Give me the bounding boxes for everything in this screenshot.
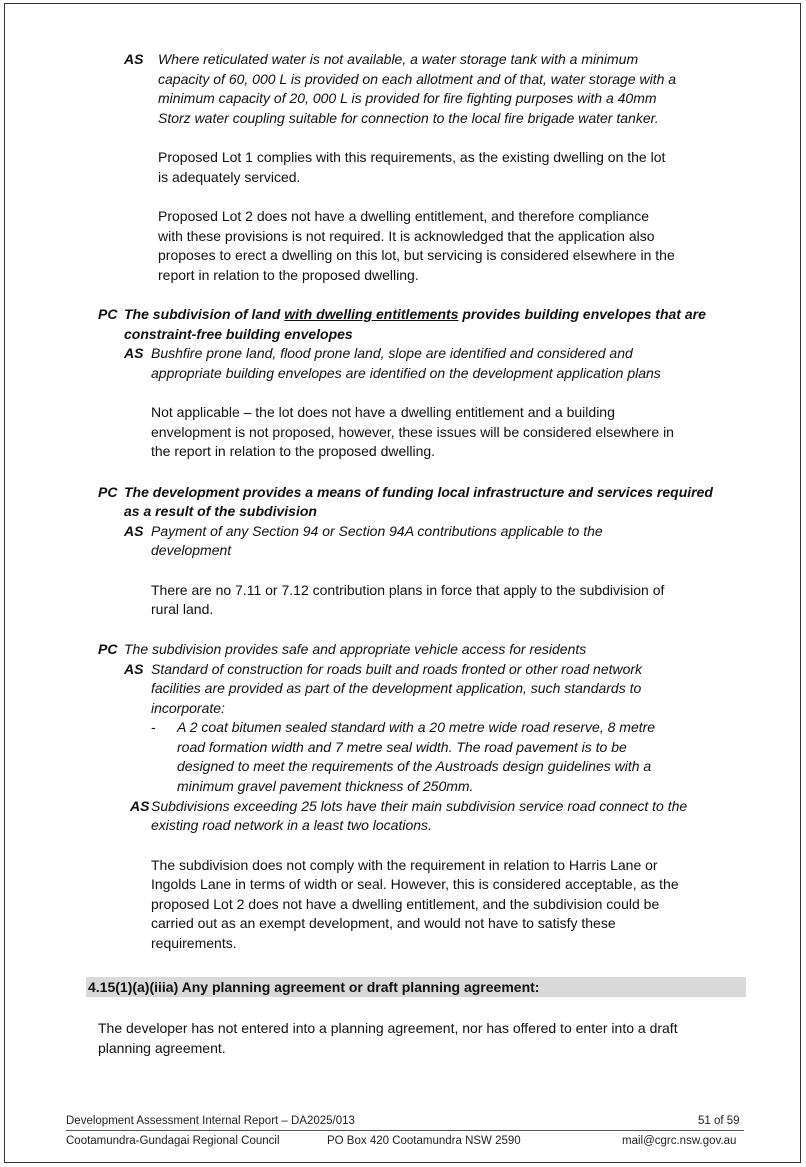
pc-label: PC (98, 306, 118, 322)
response-line: Ingolds Lane in terms of width or seal. However, this is considered acceptable, as the (151, 876, 679, 892)
as-text-line: development (151, 542, 232, 558)
as-text-line: minimum capacity of 20, 000 L is provided for fire fighting purposes with a 40mm (158, 90, 657, 106)
pc-text-line: The development provides a means of funding local infrastructure and services required (124, 484, 713, 500)
bullet-text-line: minimum gravel pavement thickness of 250mm. (177, 778, 474, 794)
response-line: the report in relation to the proposed dwelling. (151, 443, 436, 459)
as-text-line: incorporate: (151, 700, 225, 716)
response-line: Proposed Lot 2 does not have a dwelling entitlement, and therefore compliance (158, 208, 650, 224)
pc-text-post: provides building envelopes that are (458, 306, 706, 322)
as-text-line: facilities are provided as part of the development application, such standards to (151, 680, 642, 696)
bullet-text-line: road formation width and 7 metre seal width. The road pavement is to be (177, 739, 627, 755)
footer-email: mail@cgrc.nsw.gov.au (622, 1135, 737, 1147)
section-heading: 4.15(1)(a)(iiia) Any planning agreement or draft planning agreement: (88, 979, 540, 995)
as-label: AS (124, 661, 144, 677)
response-line: envelopment is not proposed, however, these issues will be considered elsewhere in (151, 424, 674, 440)
pc-label: PC (98, 484, 118, 500)
pc-text-line: The subdivision provides safe and appropriate vehicle access for residents (124, 641, 587, 657)
response-line: carried out as an exempt development, and would not have to satisfy these (151, 915, 616, 931)
bullet-text-line: designed to meet the requirements of the Austroads design guidelines with a (177, 758, 652, 774)
as-label: AS (124, 523, 144, 539)
footer-report-title: Development Assessment Internal Report – DA2025/013 (66, 1115, 355, 1127)
footer-council: Cootamundra-Gundagai Regional Council (66, 1135, 280, 1147)
footer-rule (66, 1130, 744, 1131)
section-body-line: planning agreement. (98, 1040, 226, 1056)
as-label: AS (124, 345, 144, 361)
bullet-marker: - (151, 719, 156, 735)
response-line: requirements. (151, 935, 237, 951)
as-text-line: capacity of 60, 000 L is provided on each allotment and of that, water storage with a (158, 71, 677, 87)
response-line: Proposed Lot 1 complies with this requirements, as the existing dwelling on the lot (158, 149, 666, 165)
as-text-line: Standard of construction for roads built and roads fronted or other road network (151, 661, 643, 677)
bullet-text-line: A 2 coat bitumen sealed standard with a 20 metre wide road reserve, 8 metre (177, 719, 656, 735)
as-label: AS (124, 51, 144, 67)
response-line: is adequately serviced. (158, 169, 301, 185)
footer-address: PO Box 420 Cootamundra NSW 2590 (327, 1135, 521, 1147)
pc-text-pre: The subdivision of land (124, 306, 285, 322)
as-text-line: Bushfire prone land, flood prone land, slope are identified and considered and (151, 345, 633, 361)
response-line: There are no 7.11 or 7.12 contribution plans in force that apply to the subdivision of (151, 582, 665, 598)
section-body-line: The developer has not entered into a planning agreement, nor has offered to enter into a draft (98, 1020, 678, 1036)
response-line: report in relation to the proposed dwelling. (158, 267, 419, 283)
as-text-line: Payment of any Section 94 or Section 94A contributions applicable to the (151, 523, 603, 539)
response-line: The subdivision does not comply with the requirement in relation to Harris Lane or (151, 857, 658, 873)
as-text-line: existing road network in a least two locations. (151, 817, 432, 833)
response-line: Not applicable – the lot does not have a dwelling entitlement and a building (151, 404, 615, 420)
as-text-line: appropriate building envelopes are identified on the development application plans (151, 365, 661, 381)
as-text-line: Subdivisions exceeding 25 lots have their main subdivision service road connect to the (151, 798, 688, 814)
as-label: AS (130, 798, 150, 814)
response-line: rural land. (151, 601, 214, 617)
as-text-line: Storz water coupling suitable for connection to the local fire brigade water tanker. (158, 110, 659, 126)
pc-label: PC (98, 641, 118, 657)
pc-text-line: constraint-free building envelopes (124, 326, 353, 342)
pc-text-underlined: with dwelling entitlements (284, 306, 459, 322)
pc-text-line: as a result of the subdivision (124, 503, 317, 519)
as-text-line: Where reticulated water is not available, a water storage tank with a minimum (158, 51, 639, 67)
response-line: proposes to erect a dwelling on this lot, but servicing is considered elsewhere in the (158, 247, 675, 263)
response-line: proposed Lot 2 does not have a dwelling entitlement, and the subdivision could be (151, 896, 660, 912)
pc-text-line (124, 305, 706, 325)
response-line: with these provisions is not required. It is acknowledged that the application also (158, 228, 655, 244)
footer-page-number: 51 of 59 (698, 1115, 740, 1127)
